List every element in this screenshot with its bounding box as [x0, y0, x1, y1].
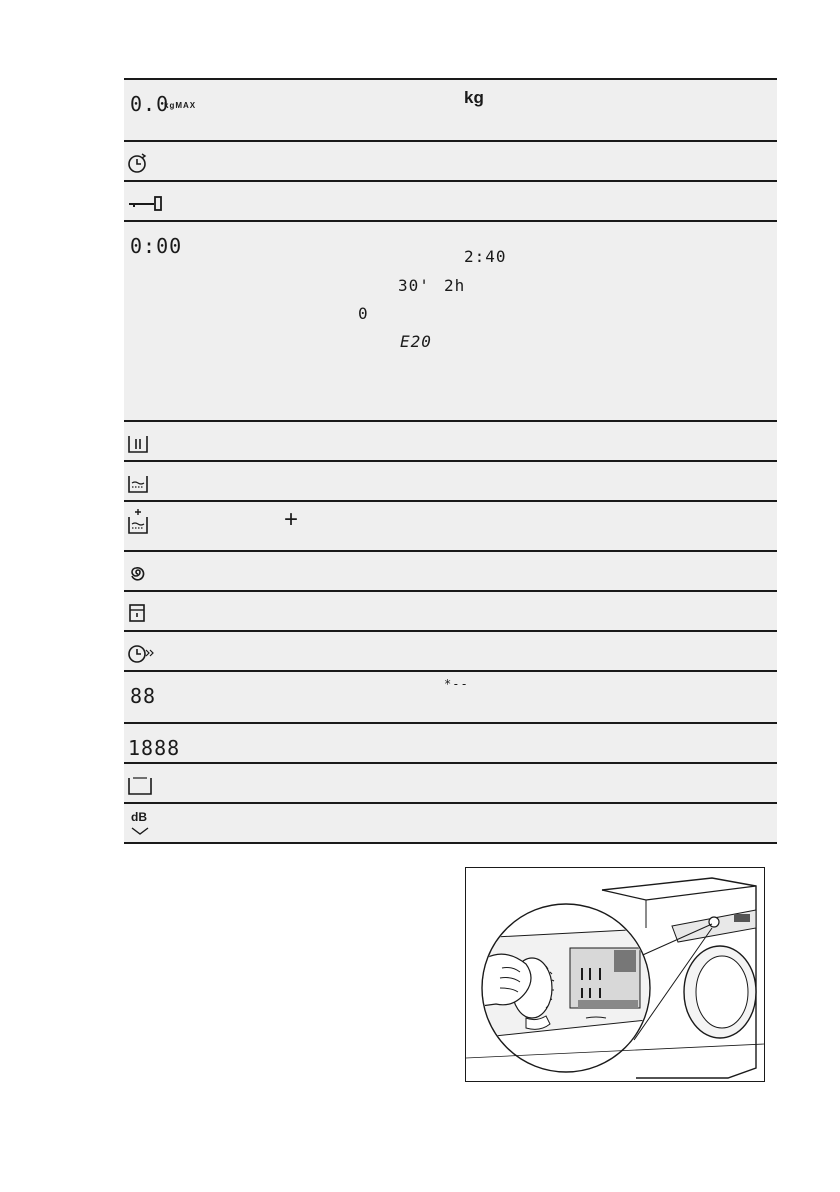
time-display-icon: 0:00 [130, 234, 183, 258]
display-symbols-table [124, 78, 777, 844]
spin-speed-display-icon: 1888 [128, 736, 181, 760]
table-row-spin-speed [124, 724, 777, 764]
table-row-drum-clean [124, 764, 777, 804]
extra-rinse-icon [126, 507, 186, 537]
table-row-spin [124, 552, 777, 592]
table-row-detergent [124, 422, 777, 462]
table-row-noise [124, 804, 777, 844]
rinse-tub-icon [126, 470, 186, 496]
load-display-icon: 0.0 kgMAX [130, 92, 197, 116]
table-row-extra-rinse [124, 502, 777, 552]
table-row-rinse [124, 462, 777, 502]
washing-machine-control-panel-illustration [465, 867, 765, 1082]
temperature-display-icon: 88 [130, 684, 157, 708]
key-lock-icon [126, 190, 186, 216]
time-value-2h: 2h [444, 276, 466, 295]
table-row-time-manager [124, 142, 777, 182]
table-row-load [124, 80, 777, 142]
table-row-door-lock [124, 182, 777, 222]
time-manager-icon [126, 150, 186, 176]
time-value-30min: 30' [398, 276, 430, 295]
detergent-drawer-icon [126, 430, 186, 456]
door-icon [126, 600, 186, 626]
delay-start-icon [126, 640, 186, 666]
error-code-e20: E20 [400, 332, 432, 351]
table-row-delay-start [124, 632, 777, 672]
decibel-down-icon: dB [126, 812, 186, 838]
table-row-temperature [124, 672, 777, 724]
time-value-240: 2:40 [464, 247, 507, 266]
plus-symbol: + [284, 506, 299, 533]
cold-water-symbol: *-- [444, 677, 469, 691]
spin-spiral-icon [126, 560, 186, 586]
kg-label: kg [464, 88, 484, 107]
table-row-time-display [124, 222, 777, 422]
drum-icon [126, 772, 186, 798]
table-row-door [124, 592, 777, 632]
time-value-zero: 0 [358, 304, 369, 323]
